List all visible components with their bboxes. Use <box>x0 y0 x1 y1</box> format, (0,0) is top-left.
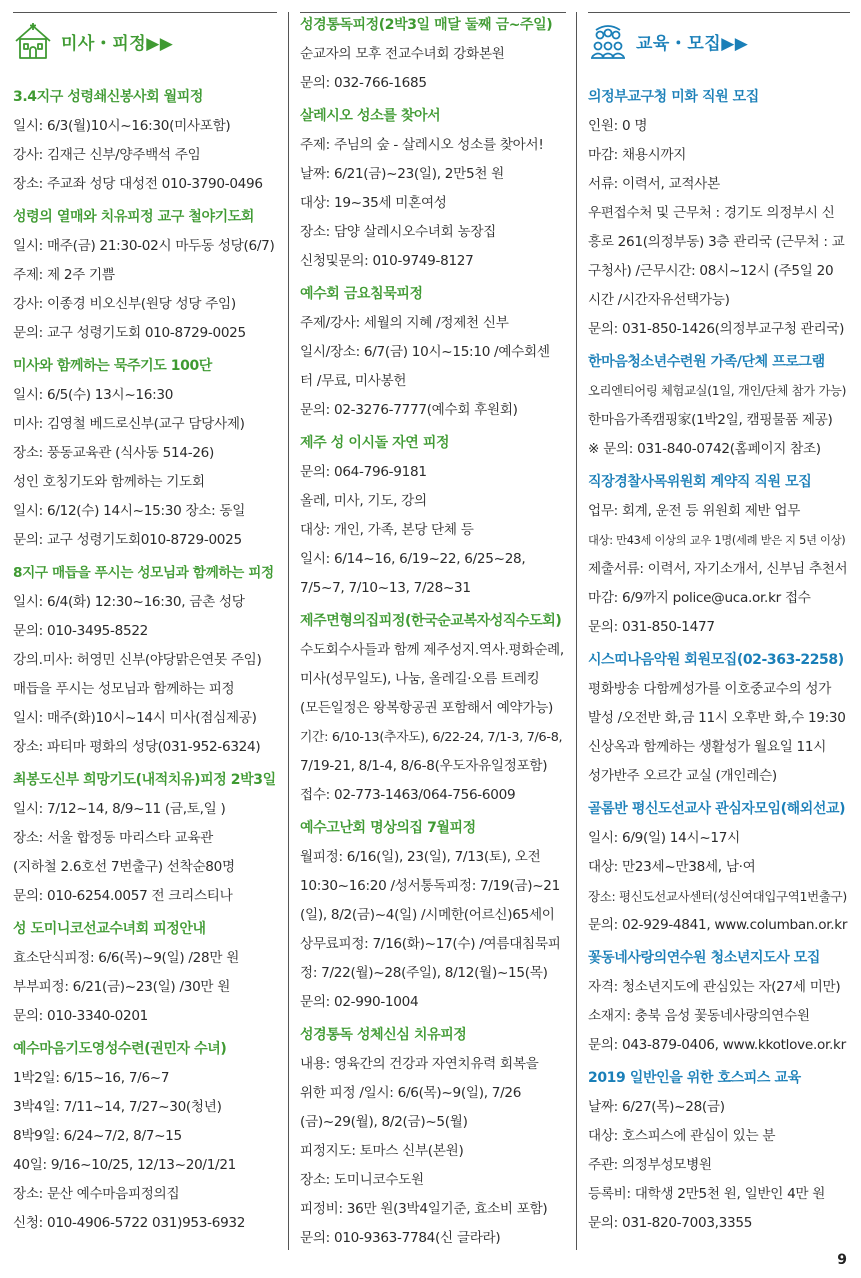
notice-title: 제주면형의집피정(한국순교복자성직수도회) <box>300 613 562 629</box>
notice-title: 골롬반 평신도선교사 관심자모임(해외선교) <box>588 801 846 817</box>
notice-detail-line: 장소: 주교좌 성당 대성전 010-3790-0496 <box>13 176 263 192</box>
notice-detail-line: 문의: 043-879-0406, www.kkotlove.or.kr <box>588 1037 846 1053</box>
notice-detail-line: 주제: 제 2주 기쁨 <box>13 267 115 283</box>
notice-title: 의정부교구청 미화 직원 모집 <box>588 89 759 105</box>
notice-item <box>588 472 850 642</box>
notice-item <box>300 433 566 603</box>
notice-title: 성 도미니코선교수녀회 피정안내 <box>13 921 206 937</box>
notice-detail-line: 성가반주 오르간 교실 (개인레슨) <box>588 768 777 784</box>
notice-detail-line: 대상: 호스피스에 관심이 있는 분 <box>588 1128 776 1144</box>
notice-detail-line: 일시: 6/4(화) 12:30~16:30, 금촌 성당 <box>13 594 245 610</box>
notice-item <box>13 563 277 762</box>
notice-detail-line: 위한 피정 /일시: 6/6(목)~9(일), 7/26 <box>300 1085 522 1101</box>
notice-detail-line: 문의: 교구 성령기도회010-8729-0025 <box>13 532 242 548</box>
notice-detail-line: 신청: 010-4906-5722 031)953-6932 <box>13 1215 246 1231</box>
notice-detail-line: 소재지: 충북 음성 꽃동네사랑의연수원 <box>588 1008 810 1024</box>
notice-detail-line: 피정지도: 토마스 신부(본원) <box>300 1143 464 1159</box>
column-divider <box>576 12 577 1250</box>
notice-item <box>13 919 277 1031</box>
notice-item <box>13 87 277 199</box>
notice-title: 성경통독피정(2박3일 매달 둘째 금~주일) <box>300 17 553 33</box>
notice-title: 시스띠나음악원 회원모집(02-363-2258) <box>588 652 844 668</box>
notice-detail-line: 시간 /시간자유선택가능) <box>588 292 730 308</box>
notice-detail-line: 일시: 매주(화)10시~14시 미사(점심제공) <box>13 710 257 726</box>
notice-item <box>300 106 566 276</box>
notice-item <box>588 948 850 1060</box>
notice-detail-line: 강사: 이종경 비오신부(원당 성당 주임) <box>13 296 236 312</box>
notice-detail-line: 순교자의 모후 전교수녀회 강화본원 <box>300 46 505 62</box>
notice-item <box>13 207 277 348</box>
notice-detail-line: 문의: 010-9363-7784(신 글라라) <box>300 1230 501 1246</box>
notice-detail-line: (금)~29(월), 8/2(금)~5(월) <box>300 1114 468 1130</box>
section-header-education-recruit <box>588 15 850 67</box>
notice-detail-line: 40일: 9/16~10/25, 12/13~20/1/21 <box>13 1157 237 1173</box>
notice-detail-line: 부부피정: 6/21(금)~23(일) /30만 원 <box>13 979 231 995</box>
notice-title: 미사와 함께하는 묵주기도 100단 <box>13 358 212 374</box>
notice-detail-line: 문의: 교구 성령기도회 010-8729-0025 <box>13 325 246 341</box>
notice-detail-line: 강사: 김재근 신부/양주백석 주임 <box>13 147 201 163</box>
notice-detail-line: 마감: 채용시까지 <box>588 147 687 163</box>
notice-item <box>300 284 566 425</box>
notice-detail-line: 피정비: 36만 원(3박4일기준, 효소비 포함) <box>300 1201 548 1217</box>
church-icon <box>13 22 53 60</box>
notice-detail-line: 3박4일: 7/11~14, 7/27~30(청년) <box>13 1099 222 1115</box>
notice-title: 살레시오 성소를 찾아서 <box>300 108 441 124</box>
notice-detail-line: 강의.미사: 허영민 신부(야당맑은연못 주임) <box>13 652 262 668</box>
notice-detail-line: 효소단식피정: 6/6(목)~9(일) /28만 원 <box>13 950 240 966</box>
notice-detail-line: 일시: 6/5(수) 13시~16:30 <box>13 387 174 403</box>
notice-detail-line: (지하철 2.6호선 7번출구) 선착순80명 <box>13 859 235 875</box>
notice-detail-line: 흥로 261(의정부동) 3층 관리국 (근무처 : 교 <box>588 234 845 250</box>
notice-detail-line: 마감: 6/9까지 police@uca.or.kr 접수 <box>588 590 811 606</box>
notice-title: 예수고난회 명상의집 7월피정 <box>300 820 476 836</box>
notice-detail-line: 8박9일: 6/24~7/2, 8/7~15 <box>13 1128 182 1144</box>
notice-detail-line: 대상: 개인, 가족, 본당 단체 등 <box>300 522 474 538</box>
column-top-rule <box>13 12 277 13</box>
notice-detail-line: 문의: 064-796-9181 <box>300 464 427 480</box>
notice-detail-line: 대상: 만43세 이상의 교우 1명(세례 받은 지 5년 이상) <box>588 533 846 547</box>
column-education-recruit <box>588 12 850 1238</box>
notice-detail-line: 자격: 청소년지도에 관심있는 자(27세 미만) <box>588 979 841 995</box>
notice-detail-line: 올레, 미사, 기도, 강의 <box>300 493 427 509</box>
notice-detail-line: 상무료피정: 7/16(화)~17(수) /여름대침묵피 <box>300 936 561 952</box>
notice-item <box>588 87 850 344</box>
page-number: 9 <box>837 1252 847 1268</box>
notice-detail-line: 대상: 19~35세 미혼여성 <box>300 195 447 211</box>
notice-detail-line: 대상: 만23세~만38세, 남·여 <box>588 859 756 875</box>
notice-detail-line: 장소: 도미니코수도원 <box>300 1172 424 1188</box>
notice-detail-line: 한마음가족캠핑家(1박2일, 캠핑물품 제공) <box>588 412 833 428</box>
notice-item <box>588 799 850 940</box>
notice-detail-line: 10:30~16:20 /성서통독피정: 7/19(금)~21 <box>300 878 560 894</box>
notice-title: 성령의 열매와 치유피정 교구 철야기도회 <box>13 209 255 225</box>
notice-detail-line: 1박2일: 6/15~16, 7/6~7 <box>13 1070 170 1086</box>
notice-detail-line: 등록비: 대학생 2만5천 원, 일반인 4만 원 <box>588 1186 826 1202</box>
notice-detail-line: 일시: 7/12~14, 8/9~11 (금,토,일 ) <box>13 801 226 817</box>
notice-detail-line: 문의: 032-766-1685 <box>300 75 427 91</box>
notice-detail-line: 월피정: 6/16(일), 23(일), 7/13(토), 오전 <box>300 849 541 865</box>
notice-detail-line: 일시: 매주(금) 21:30-02시 마두동 성당(6/7) <box>13 238 275 254</box>
notice-detail-line: 문의: 010-3495-8522 <box>13 623 149 639</box>
notice-detail-line: 7/5~7, 7/10~13, 7/28~31 <box>300 580 471 596</box>
section-header-title: 미사・피정▶▶ <box>61 33 174 54</box>
notice-detail-line: 업무: 회계, 운전 등 위원회 제반 업무 <box>588 503 801 519</box>
notice-detail-line: 날짜: 6/21(금)~23(일), 2만5천 원 <box>300 166 505 182</box>
notice-detail-line: ※ 문의: 031-840-0742(홈페이지 참조) <box>588 441 821 457</box>
notice-detail-line: 문의: 02-3276-7777(예수회 후원회) <box>300 402 518 418</box>
notice-detail-line: 서류: 이력서, 교적사본 <box>588 176 720 192</box>
notice-item <box>13 1039 277 1238</box>
column-divider <box>288 12 289 1250</box>
notice-detail-line: 문의: 031-820-7003,3355 <box>588 1215 753 1231</box>
notice-detail-line: 7/19-21, 8/1-4, 8/6-8(우도자유일정포함) <box>300 758 548 774</box>
notice-item <box>13 770 277 911</box>
notice-detail-line: 장소: 파티마 평화의 성당(031-952-6324) <box>13 739 261 755</box>
notice-detail-line: 장소: 풍동교육관 (식사동 514-26) <box>13 445 215 461</box>
notice-detail-line: 일시: 6/12(수) 14시~15:30 장소: 동일 <box>13 503 246 519</box>
notice-item <box>588 352 850 464</box>
section-header-mass-retreat <box>13 15 277 67</box>
notice-detail-line: 일시: 6/14~16, 6/19~22, 6/25~28, <box>300 551 526 567</box>
section-header-title: 교육・모집▶▶ <box>636 33 749 54</box>
notice-item <box>300 818 566 1017</box>
notice-detail-line: 미사: 김영철 베드로신부(교구 담당사제) <box>13 416 245 432</box>
notice-detail-line: 신청및문의: 010-9749-8127 <box>300 253 474 269</box>
notice-title: 예수마음기도영성수련(권민자 수녀) <box>13 1041 227 1057</box>
notice-detail-line: (일), 8/2(금)~4(일) /시메한(어르신)65세이 <box>300 907 555 923</box>
column-mass-retreat <box>13 12 277 1238</box>
column-top-rule <box>588 12 850 13</box>
notice-detail-line: 인원: 0 명 <box>588 118 648 134</box>
notice-detail-line: 미사(성무일도), 나눔, 올레길·오름 트레킹 <box>300 671 540 687</box>
notice-detail-line: 문의: 031-850-1426(의정부교구청 관리국) <box>588 321 845 337</box>
notice-detail-line: 접수: 02-773-1463/064-756-6009 <box>300 787 516 803</box>
notice-detail-line: 주제: 주님의 숲 - 살레시오 성소를 찾아서! <box>300 137 544 153</box>
notice-detail-line: 신상옥과 함께하는 생활성가 월요일 11시 <box>588 739 827 755</box>
notice-detail-line: 문의: 02-929-4841, www.columban.or.kr <box>588 917 848 933</box>
notice-title: 최봉도신부 희망기도(내적치유)피정 2박3일 <box>13 772 276 788</box>
notice-detail-line: 오리엔티어링 체험교실(1일, 개인/단체 참가 가능) <box>588 384 847 398</box>
notice-detail-line: 문의: 02-990-1004 <box>300 994 419 1010</box>
notice-title: 성경통독 성체신심 치유피정 <box>300 1027 467 1043</box>
notice-detail-line: 매듭을 푸시는 성모님과 함께하는 피정 <box>13 681 235 697</box>
notice-title: 꽃동네사랑의연수원 청소년지도사 모집 <box>588 950 821 966</box>
notice-detail-line: 수도회수사들과 함께 제주성지.역사.평화순례, <box>300 642 564 658</box>
notice-detail-line: 구청사) /근무시간: 08시~12시 (주5일 20 <box>588 263 834 279</box>
notice-detail-line: 발성 /오전반 화,금 11시 오후반 화,수 19:30 <box>588 710 846 726</box>
notice-detail-line: 장소: 문산 예수마음피정의집 <box>13 1186 180 1202</box>
notice-detail-line: 장소: 서울 합정동 마리스타 교육관 <box>13 830 214 846</box>
notice-detail-line: 제출서류: 이력서, 자기소개서, 신부님 추천서 <box>588 561 848 577</box>
notice-item <box>300 15 566 98</box>
notice-detail-line: 일시: 6/9(일) 14시~17시 <box>588 830 740 846</box>
notice-detail-line: 성인 호칭기도와 함께하는 기도회 <box>13 474 205 490</box>
notice-detail-line: 장소: 담양 살레시오수녀회 농장집 <box>300 224 496 240</box>
notice-detail-line: 문의: 031-850-1477 <box>588 619 715 635</box>
people-group-icon <box>588 22 628 60</box>
notice-item <box>588 650 850 791</box>
notice-title: 예수회 금요침묵피정 <box>300 286 423 302</box>
notice-detail-line: 장소: 평신도선교사센터(성신여대입구역1번출구) <box>588 889 847 904</box>
column-retreat-continued <box>300 12 566 1253</box>
notice-item <box>300 1025 566 1253</box>
notice-detail-line: 내용: 영육간의 건강과 자연치유력 회복을 <box>300 1056 539 1072</box>
notice-detail-line: (모든일정은 왕복항공권 포함해서 예약가능) <box>300 700 554 716</box>
notice-title: 2019 일반인을 위한 호스피스 교육 <box>588 1070 801 1086</box>
notice-item <box>588 1068 850 1238</box>
notice-title: 한마음청소년수련원 가족/단체 프로그램 <box>588 354 825 370</box>
notice-title: 직장경찰사목위원회 계약직 직원 모집 <box>588 474 812 490</box>
notice-detail-line: 문의: 010-6254.0057 전 크리스티나 <box>13 888 233 904</box>
notice-detail-line: 기간: 6/10-13(추자도), 6/22-24, 7/1-3, 7/6-8, <box>300 730 563 745</box>
notice-item <box>13 356 277 555</box>
notice-detail-line: 일시/장소: 6/7(금) 10시~15:10 /예수회센 <box>300 344 550 360</box>
notice-title: 제주 성 이시돌 자연 피정 <box>300 435 450 451</box>
notice-detail-line: 정: 7/22(월)~28(주일), 8/12(월)~15(목) <box>300 965 548 981</box>
notice-detail-line: 일시: 6/3(월)10시~16:30(미사포함) <box>13 118 231 134</box>
notice-detail-line: 주관: 의정부성모병원 <box>588 1157 712 1173</box>
notice-item <box>300 611 566 810</box>
column-top-rule <box>300 12 566 13</box>
notice-detail-line: 문의: 010-3340-0201 <box>13 1008 149 1024</box>
notice-detail-line: 평화방송 다함께성가를 이호중교수의 성가 <box>588 681 832 697</box>
notice-detail-line: 터 /무료, 미사봉헌 <box>300 373 407 389</box>
notice-detail-line: 우편접수처 및 근무처 : 경기도 의정부시 신 <box>588 205 835 221</box>
notice-title: 8지구 매듭을 푸시는 성모님과 함께하는 피정 <box>13 565 274 581</box>
notice-detail-line: 날짜: 6/27(목)~28(금) <box>588 1099 725 1115</box>
notice-detail-line: 주제/강사: 세월의 지혜 /정제천 신부 <box>300 315 509 331</box>
notice-title: 3.4지구 성령쇄신봉사회 월피정 <box>13 89 204 105</box>
